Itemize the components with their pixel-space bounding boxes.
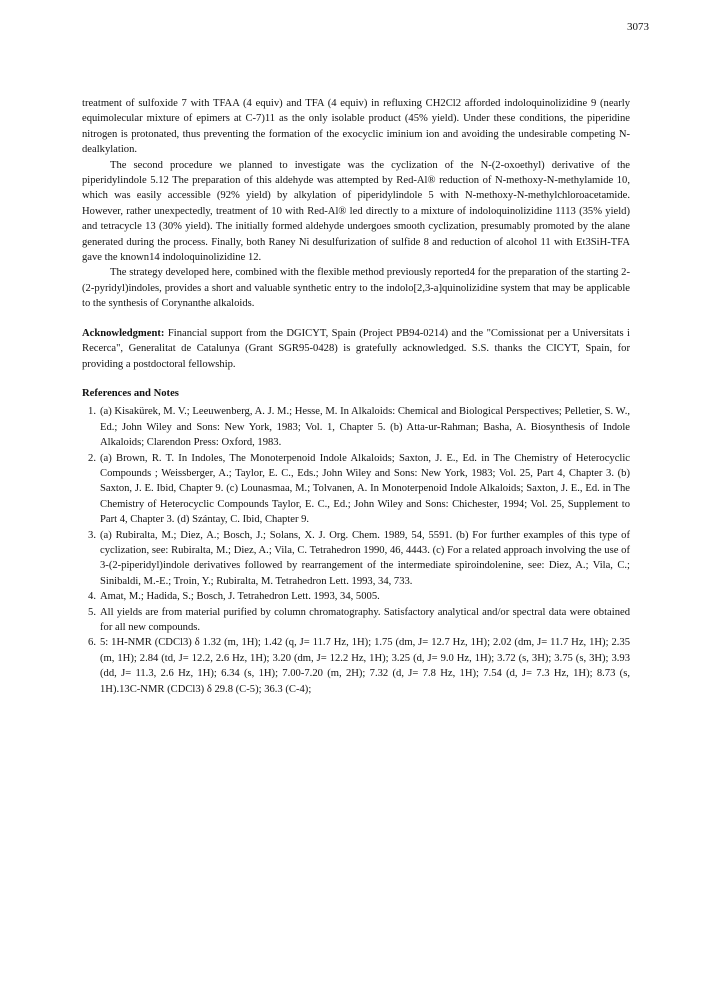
reference-number: 5. [88, 606, 96, 618]
reference-text: (a) Kisakürek, M. V.; Leeuwenberg, A. J. M.; Hesse, M. In Alkaloids: Chemical and Biological Perspectives; Pelletier, S. W., Ed.; John Wiley and Sons: New York, 1983; Vol. 1, Chapter 5. (b) Atta-ur-Rahman; Basha, A. Biosynthesis of Indole Alkaloids; Clarendon Press: Oxford, 1983. [100, 406, 630, 449]
paragraph-3: The strategy developed here, combined with the flexible method previously reported4 for the preparation of the starting 2-(2-pyridyl)indoles, provides a short and valuable synthetic entry to the indolo[2,3-a]quinolizidine system that may be applicable to the synthesis of Corynanthe alkaloids. [82, 267, 630, 310]
reference-number: 4. [88, 591, 96, 603]
reference-number: 6. [88, 637, 96, 649]
article-body [82, 96, 630, 697]
reference-text: (a) Rubiralta, M.; Diez, A.; Bosch, J.; Solans, X. J. Org. Chem. 1989, 54, 5591. (b) For further examples of this type of cyclization, see: Rubiralta, M.; Diez, A.; Vila, C. Tetrahedron 1990, 46, 4443. (c) For a related approach involving the use of 3-(2-piperidyl)indole derivatives followed by rearrangement of the intermediate spiroindolenine, see: Diez, A.; Vila, C.; Sinibaldi, M.-E.; Troin, Y.; Rubiralta, M. Tetrahedron Lett. 1993, 34, 733. [100, 529, 630, 587]
references-heading: References and Notes [82, 387, 179, 399]
paragraph-1: treatment of sulfoxide 7 with TFAA (4 equiv) and TFA (4 equiv) in refluxing CH2Cl2 afforded indoloquinolizidine 9 (nearly equimolecular mixture of epimers at C-7)11 as the only isolable product (45% yield). Under these conditions, the piperidine nitrogen is protonated, thus preventing the formation of the exocyclic iminium ion and avoiding the undesirable competing N-dealkylation. [82, 98, 630, 156]
paragraph-2: The second procedure we planned to investigate was the cyclization of the N-(2-oxoethyl) derivative of the piperidylindole 5.12 The preparation of this aldehyde was attempted by Red-Al® reduction of N-methoxy-N-methylamide 10, which was easily accessible (92% yield) by alkylation of piperidylindole 5 with N-methoxy-N-methylchloroacetamide. However, rather unexpectedly, treatment of 10 with Red-Al® led directly to a mixture of indoloquinolizidine 1113 (35% yield) and tetracycle 13 (30% yield). The initially formed aldehyde undergoes smooth cyclization, presumably promoted by the alane generated during the process. Finally, both Raney Ni desulfurization of sulfide 8 and reduction of alcohol 11 with Et3SiH-TFA gave the known14 indoloquinolizidine 12. [82, 159, 630, 264]
acknowledgment [82, 326, 630, 372]
reference-item [82, 451, 630, 528]
reference-text: Amat, M.; Hadida, S.; Bosch, J. Tetrahedron Lett. 1993, 34, 5005. [100, 591, 380, 603]
reference-number: 2. [88, 452, 96, 464]
reference-item [82, 589, 630, 604]
reference-item [82, 404, 630, 450]
reference-item [82, 528, 630, 590]
reference-list [82, 404, 630, 697]
page-number: 3073 [627, 21, 649, 33]
reference-text: (a) Brown, R. T. In Indoles, The Monoterpenoid Indole Alkaloids; Saxton, J. E., Ed. in The Chemistry of Heterocyclic Compounds ; Weissberger, A.; Taylor, E. C., Eds.; John Wiley and Sons: New York, 1983; Vol. 25, Part 4, Chapter 3. (b) Saxton, J. E. Ibid, Chapter 9. (c) Lounasmaa, M.; Tolvanen, A. In Monoterpenoid Indole Alkaloids; Saxton, J. E., Ed. in The Chemistry of Heterocyclic Compounds Taylor, E. C., Ed.; John Wiley and Sons: Chichester, 1994; Vol. 25, Supplement to Part 4, Chapter 3. (d) Szántay, C. Ibid, Chapter 9. [100, 452, 630, 526]
acknowledgment-heading: Acknowledgment: [82, 327, 165, 339]
acknowledgment-text: Financial support from the DGICYT, Spain (Project PB94-0214) and the "Comissionat per a Universitats i Recerca", Generalitat de Catalunya (Grant SGR95-0428) is gratefully acknowledged. S.S. thanks the CICYT, Spain, for providing a postdoctoral fellowship. [82, 327, 630, 370]
reference-item [82, 605, 630, 636]
reference-text: All yields are from material purified by column chromatography. Satisfactory analytical and/or spectral data were obtained for all new compounds. [100, 606, 630, 633]
reference-number: 1. [88, 406, 96, 418]
reference-text: 5: 1H-NMR (CDCl3) δ 1.32 (m, 1H); 1.42 (q, J= 11.7 Hz, 1H); 1.75 (dm, J= 12.7 Hz, 1H); 2.02 (dm, J= 11.7 Hz, 1H); 2.35 (m, 1H); 2.84 (td, J= 12.2, 2.6 Hz, 1H); 3.20 (dm, J= 12.2 Hz, 1H); 3.25 (d, J= 9.0 Hz, 1H); 3.72 (s, 3H); 3.75 (s, 3H); 3.93 (dd, J= 11.3, 2.6 Hz, 1H); 6.34 (s, 1H); 7.00-7.20 (m, 2H); 7.32 (d, J= 7.8 Hz, 1H); 7.54 (d, J= 7.3 Hz, 1H); 8.73 (s, 1H).13C-NMR (CDCl3) δ 29.8 (C-5); 36.3 (C-4); [100, 637, 630, 695]
reference-number: 3. [88, 529, 96, 541]
reference-item [82, 635, 630, 697]
